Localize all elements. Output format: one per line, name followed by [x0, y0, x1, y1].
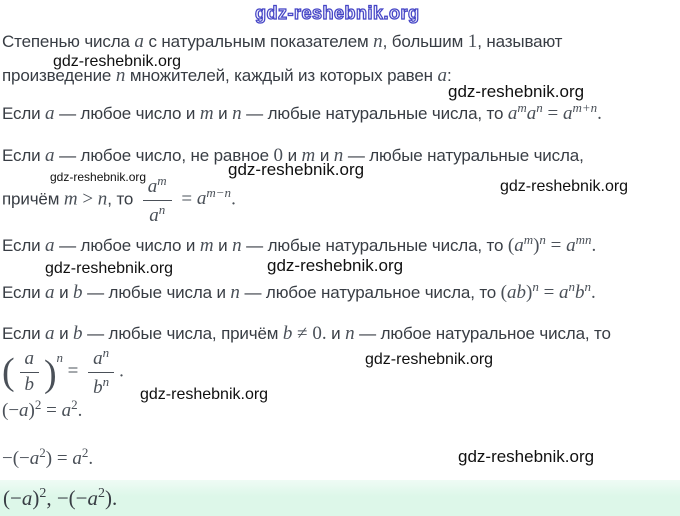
watermark-text: gdz-reshebnik.org: [53, 53, 182, 70]
rule-power-of-quotient-condition: Если a и b — любые числа, причём b ≠ 0. и n — любое натуральное числа, то: [2, 323, 611, 344]
fraction: $\frac{a^n}{b^n}$: [88, 346, 114, 398]
watermark-text: gdz-reshebnik.org: [50, 170, 147, 184]
watermark-text: gdz-reshebnik.org: [228, 160, 365, 179]
rule-power-of-product: Если a и b — любые числа и n — любое натуральное числа, то $(ab)^n = a^nb^n$.: [2, 279, 596, 303]
watermark-text: gdz-reshebnik.org: [365, 351, 494, 368]
rule-product-of-powers: Если a — любое число и m и n — любые натуральные числа, то $a^ma^n = a^{m+n}$.: [2, 100, 602, 124]
highlighted-answer-formula: $(-a)^2$, $-(-a^2)$.: [3, 485, 118, 510]
watermark-text: gdz-reshebnik.org: [45, 260, 174, 277]
rule-quotient-formula: причём m > n, то $\frac{a^m}{a^n}$ = $a^{m-n}$.: [2, 173, 236, 226]
watermark-outline-text: gdz-reshebnik.org: [255, 3, 420, 23]
watermark-text: gdz-reshebnik.org: [267, 256, 404, 275]
rule-quotient-condition: Если a — любое число, не равное 0 и m и n — любые натуральные числа,: [2, 145, 584, 166]
highlighted-answer-band: [0, 480, 680, 516]
rule-power-of-power: Если a — любое число и m и n — любые натуральные числа, то $(a^m)^n = a^{mn}$.: [2, 232, 597, 256]
watermark-text: gdz-reshebnik.org: [140, 386, 269, 403]
rule-power-of-quotient-formula: ( $\frac{a}{b}$ )$^n$ = $\frac{a^n}{b^n}$ .: [2, 345, 124, 398]
watermark-text: gdz-reshebnik.org: [458, 447, 595, 466]
paragraph-definition-line-1: Степенью числа a с натуральным показателем n, большим 1, называют: [2, 31, 563, 52]
formula-neg-a-squared: $(-a)^2 = a^2$.: [2, 397, 83, 421]
formula-minus-neg-a-squared: $-(-a^2) = a^2$.: [2, 445, 94, 469]
watermark-text: gdz-reshebnik.org: [448, 82, 585, 101]
watermark-text: gdz-reshebnik.org: [500, 178, 629, 195]
paragraph-definition-line-2: произведение n множителей, каждый из которых равен a:: [2, 65, 452, 86]
fraction: $\frac{a}{b}$: [20, 349, 40, 395]
fraction: $\frac{a^m}{a^n}$: [143, 174, 172, 226]
